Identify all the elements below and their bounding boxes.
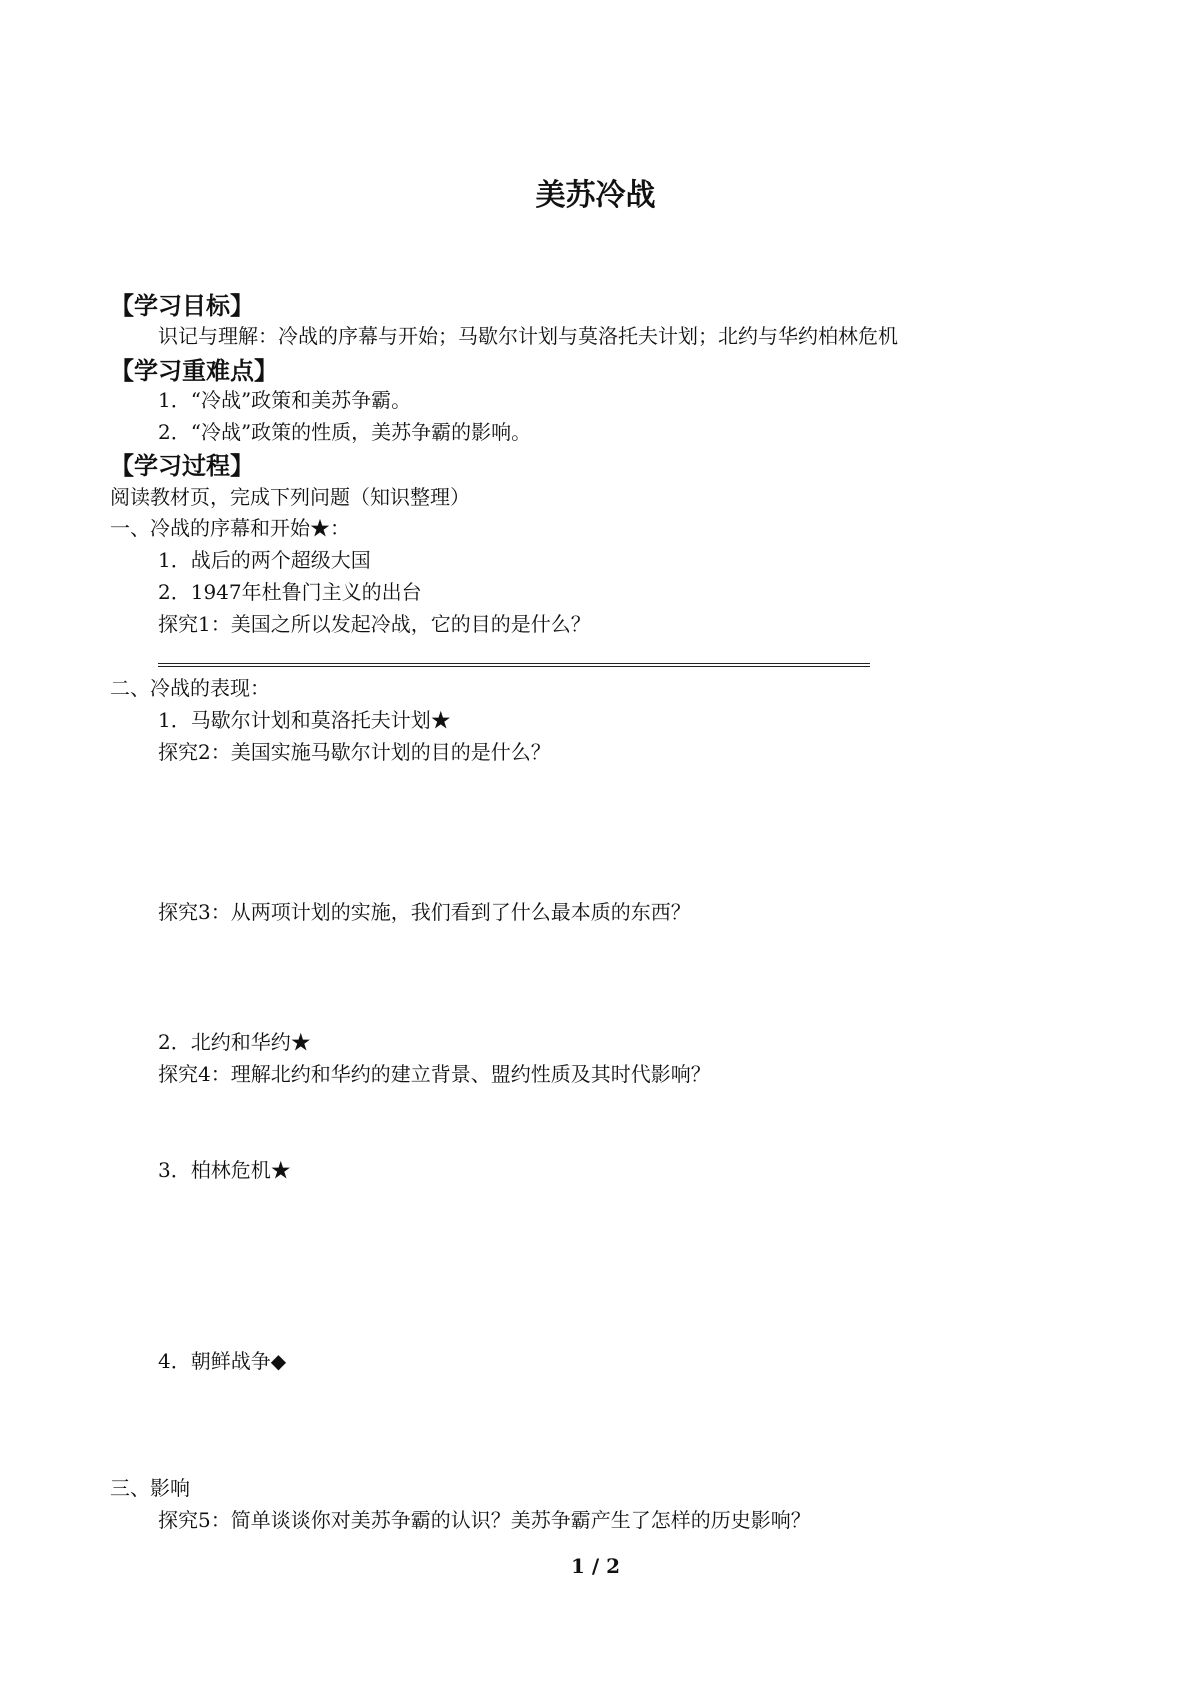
key-point-1: 1．“冷战”政策和美苏争霸。 — [158, 388, 412, 412]
question-2: 探究2：美国实施马歇尔计划的目的是什么？ — [158, 740, 551, 764]
section-heading-process: 【学习过程】 — [110, 452, 254, 480]
page-number: 1 / 2 — [570, 1554, 621, 1578]
question-5: 探究5：简单谈谈你对美苏争霸的认识？美苏争霸产生了怎样的历史影响？ — [158, 1508, 811, 1532]
question-1: 探究1：美国之所以发起冷战，它的目的是什么？ — [158, 612, 591, 636]
section-heading-key-points: 【学习重难点】 — [110, 357, 278, 385]
page-title: 美苏冷战 — [535, 178, 656, 213]
part-1-item-2: 2．1947年杜鲁门主义的出台 — [158, 580, 422, 604]
question-4: 探究4：理解北约和华约的建立背景、盟约性质及其时代影响？ — [158, 1062, 711, 1086]
part-1-heading: 一、冷战的序幕和开始★： — [110, 516, 350, 540]
part-2-heading: 二、冷战的表现： — [110, 676, 270, 700]
intro-text: 阅读教材页，完成下列问题（知识整理） — [110, 485, 470, 509]
answer-line — [158, 663, 870, 667]
goals-text: 识记与理解：冷战的序幕与开始；马歇尔计划与莫洛托夫计划；北约与华约柏林危机 — [158, 324, 898, 348]
key-point-2: 2．“冷战”政策的性质，美苏争霸的影响。 — [158, 420, 532, 444]
section-heading-goals: 【学习目标】 — [110, 292, 254, 320]
part-1-item-1: 1．战后的两个超级大国 — [158, 548, 371, 572]
part-2-item-4: 4．朝鲜战争◆ — [158, 1349, 287, 1373]
question-3: 探究3：从两项计划的实施，我们看到了什么最本质的东西？ — [158, 900, 691, 924]
part-2-item-3: 3．柏林危机★ — [158, 1158, 291, 1182]
part-2-item-2: 2．北约和华约★ — [158, 1030, 311, 1054]
part-3-heading: 三、影响 — [110, 1476, 190, 1500]
part-2-item-1: 1．马歇尔计划和莫洛托夫计划★ — [158, 708, 451, 732]
